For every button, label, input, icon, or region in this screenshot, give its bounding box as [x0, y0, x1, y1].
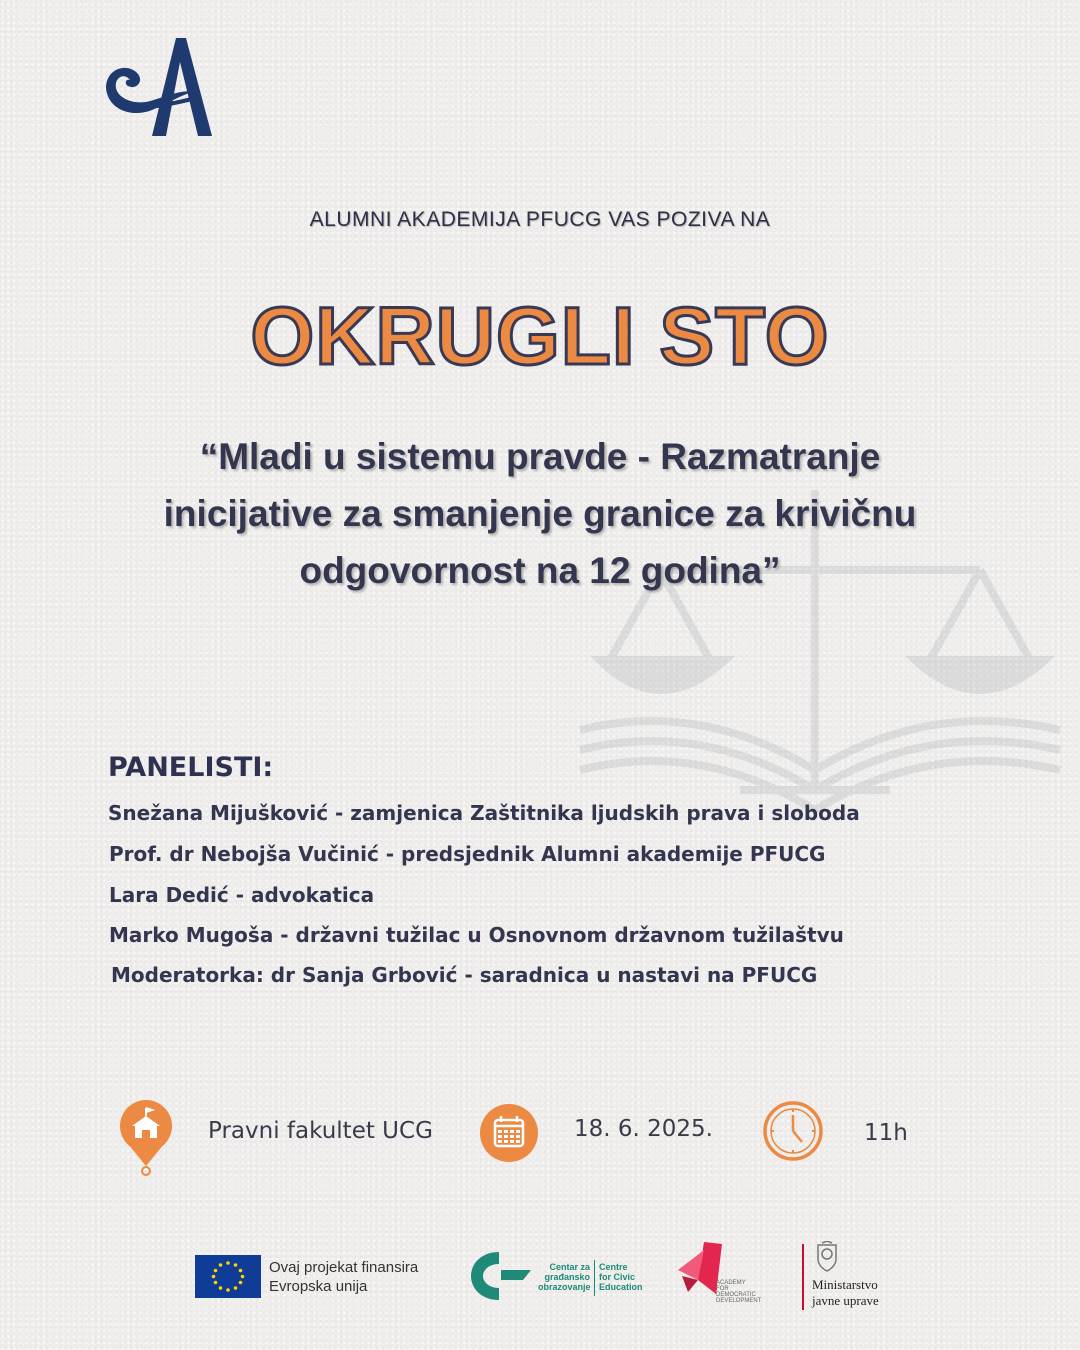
academy-text-line: FOR — [716, 1286, 729, 1292]
cgo-text-local — [538, 1262, 590, 1292]
subtitle-line: “Mladi u sistemu pravde - Razmatranje — [199, 436, 881, 477]
panelist-item: Lara Dedić - advokatica — [109, 883, 375, 907]
moderator-item: Moderatorka: dr Sanja Grbović - saradnica u nastavi na PFUCG — [111, 963, 818, 987]
ministry-text — [812, 1277, 879, 1309]
alumni-akademija-logo — [100, 28, 220, 138]
location-text: Pravni fakultet UCG — [208, 1118, 433, 1144]
academy-text-line: ACADEMY — [716, 1280, 746, 1286]
event-subtitle — [90, 428, 990, 599]
cgo-text-line: Centre — [599, 1262, 628, 1272]
academy-text-line: DEMOCRATIC — [716, 1292, 756, 1298]
time-text: 11h — [864, 1120, 908, 1146]
cgo-text-line: Education — [599, 1282, 643, 1292]
coat-of-arms-icon — [812, 1241, 842, 1273]
academy-text-line: DEVELOPMENT — [716, 1298, 762, 1304]
eu-text-line: Ovaj projekat finansira — [269, 1259, 419, 1276]
cgo-text-line: građansko — [544, 1272, 590, 1282]
eu-flag-icon — [195, 1255, 261, 1298]
ministry-divider — [802, 1244, 804, 1310]
calendar-icon — [480, 1104, 538, 1162]
cgo-text-line: for Civic — [599, 1272, 636, 1282]
cgo-logo-icon — [469, 1250, 533, 1302]
panelists-heading: PANELISTI: — [108, 752, 274, 783]
date-text: 18. 6. 2025. — [574, 1116, 713, 1142]
event-title: OKRUGLI STO — [250, 291, 830, 382]
ministry-text-line: Ministarstvo — [812, 1277, 878, 1292]
cgo-text-line: Centar za — [549, 1262, 590, 1272]
cgo-divider — [594, 1260, 595, 1296]
ministry-text-line: javne uprave — [812, 1293, 879, 1308]
panelist-item: Prof. dr Nebojša Vučinić - predsjednik Alumni akademije PFUCG — [109, 842, 826, 866]
academy-text — [716, 1280, 761, 1304]
location-pin-icon — [116, 1098, 176, 1176]
panelist-item: Marko Mugoša - državni tužilac u Osnovnom državnom tužilaštvu — [109, 923, 844, 947]
subtitle-line: odgovornost na 12 godina” — [299, 550, 781, 591]
clock-icon — [762, 1100, 824, 1162]
eu-text-line: Evropska unija — [269, 1278, 368, 1295]
eu-funding-text — [269, 1258, 418, 1296]
invite-line: ALUMNI AKADEMIJA PFUCG VAS POZIVA NA — [309, 208, 771, 231]
cgo-text-line: obrazovanje — [538, 1282, 591, 1292]
cgo-text-en — [599, 1262, 643, 1292]
subtitle-line: inicijative za smanjenje granice za krivičnu — [163, 493, 917, 534]
panelist-item: Snežana Mijušković - zamjenica Zaštitnika ljudskih prava i sloboda — [108, 801, 860, 825]
